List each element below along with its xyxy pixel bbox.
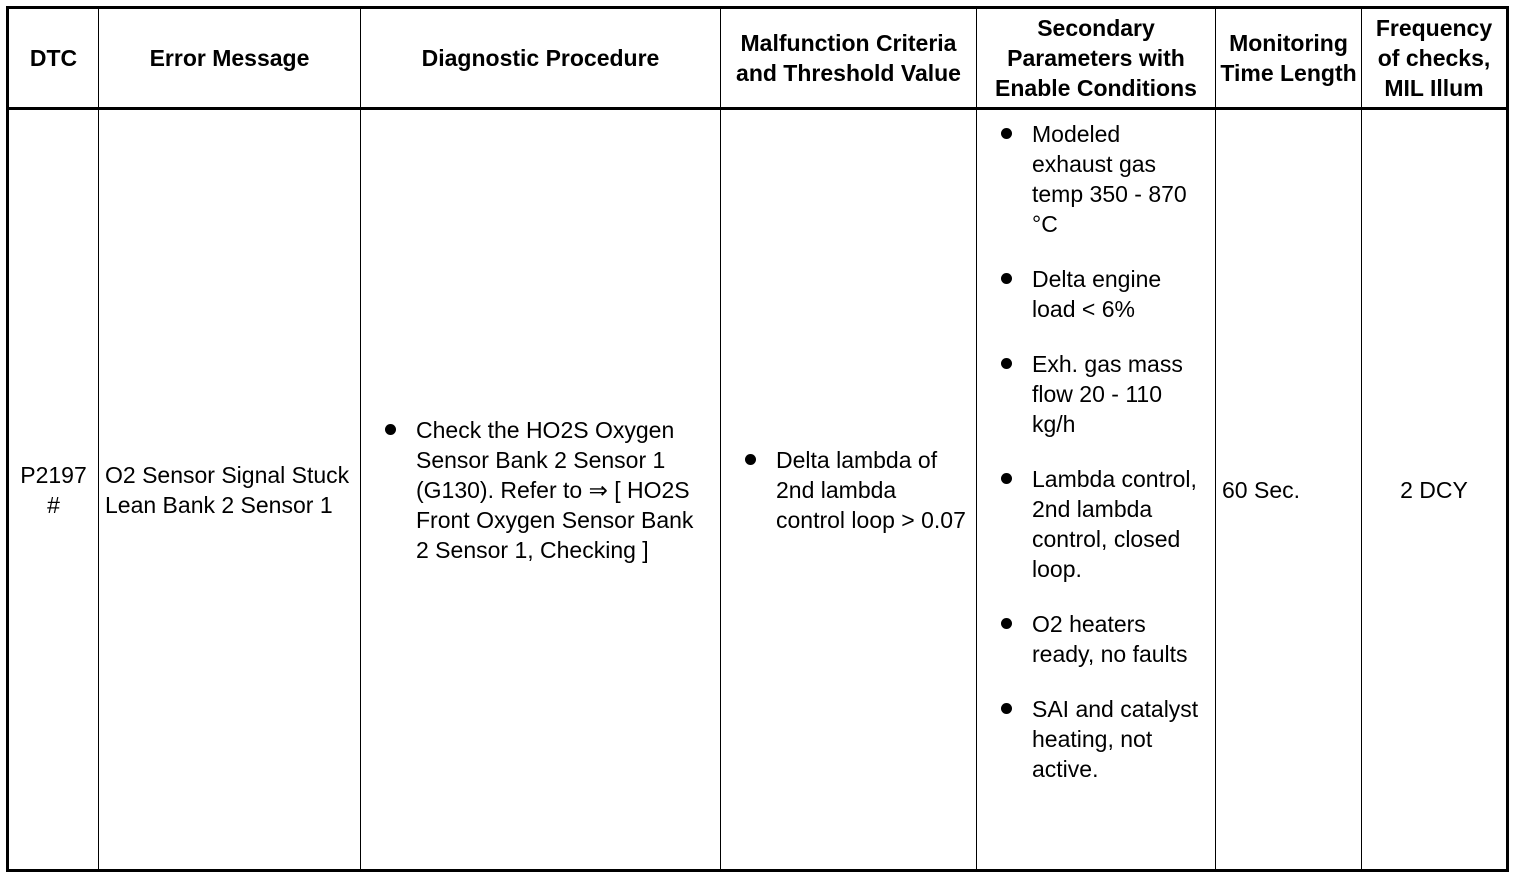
dtc-code: P2197 # [8,109,99,871]
header-malfunction-criteria: Malfunction Criteria and Threshold Value [721,8,977,109]
header-frequency: Frequency of checks, MIL Illum [1362,8,1508,109]
diagnostic-procedure [361,109,721,871]
header-monitoring-time: Monitoring Time Length [1216,8,1362,109]
diagnostic-procedure-list [361,415,720,565]
bullet-icon [385,424,396,435]
error-message: O2 Sensor Signal Stuck Lean Bank 2 Sensor 1 [99,109,361,871]
header-secondary-parameters: Secondary Parameters with Enable Conditions [977,8,1216,109]
table-row [8,109,1508,871]
malfunction-criteria [721,109,977,871]
secondary-parameters-list [977,110,1215,784]
secondary-parameter-text: Exh. gas mass flow 20 - 110 kg/h [1032,351,1183,437]
dtc-table [6,6,1509,872]
header-row [8,8,1508,109]
secondary-parameters [977,109,1216,871]
bullet-icon [1001,703,1012,714]
list-item [977,349,1215,439]
secondary-parameter-text: O2 heaters ready, no faults [1032,611,1188,667]
monitoring-time: 60 Sec. [1216,109,1362,871]
malfunction-criteria-text: Delta lambda of 2nd lambda control loop > 0.07 [776,446,966,533]
list-item [977,464,1215,584]
list-item [977,264,1215,324]
bullet-icon [1001,128,1012,139]
list-item [721,445,976,535]
list-item [977,119,1215,239]
bullet-icon [1001,473,1012,484]
secondary-parameter-text: Lambda control, 2nd lambda control, closed loop. [1032,466,1197,582]
bullet-icon [745,454,756,465]
frequency: 2 DCY [1362,109,1508,871]
secondary-parameter-text: Delta engine load < 6% [1032,266,1162,322]
bullet-icon [1001,358,1012,369]
secondary-parameter-text: SAI and catalyst heating, not active. [1032,696,1199,782]
list-item [977,609,1215,669]
header-error-message: Error Message [99,8,361,109]
list-item [361,415,720,565]
header-diagnostic-procedure: Diagnostic Procedure [361,8,721,109]
malfunction-criteria-list [721,445,976,535]
list-item [977,694,1215,784]
header-dtc: DTC [8,8,99,109]
bullet-icon [1001,273,1012,284]
diagnostic-step-text: Check the HO2S Oxygen Sensor Bank 2 Sensor 1 (G130). Refer to ⇒ [ HO2S Front Oxygen Sensor Bank 2 Sensor 1, Checking ] [416,416,694,563]
bullet-icon [1001,618,1012,629]
secondary-parameter-text: Modeled exhaust gas temp 350 - 870 °C [1032,121,1187,237]
